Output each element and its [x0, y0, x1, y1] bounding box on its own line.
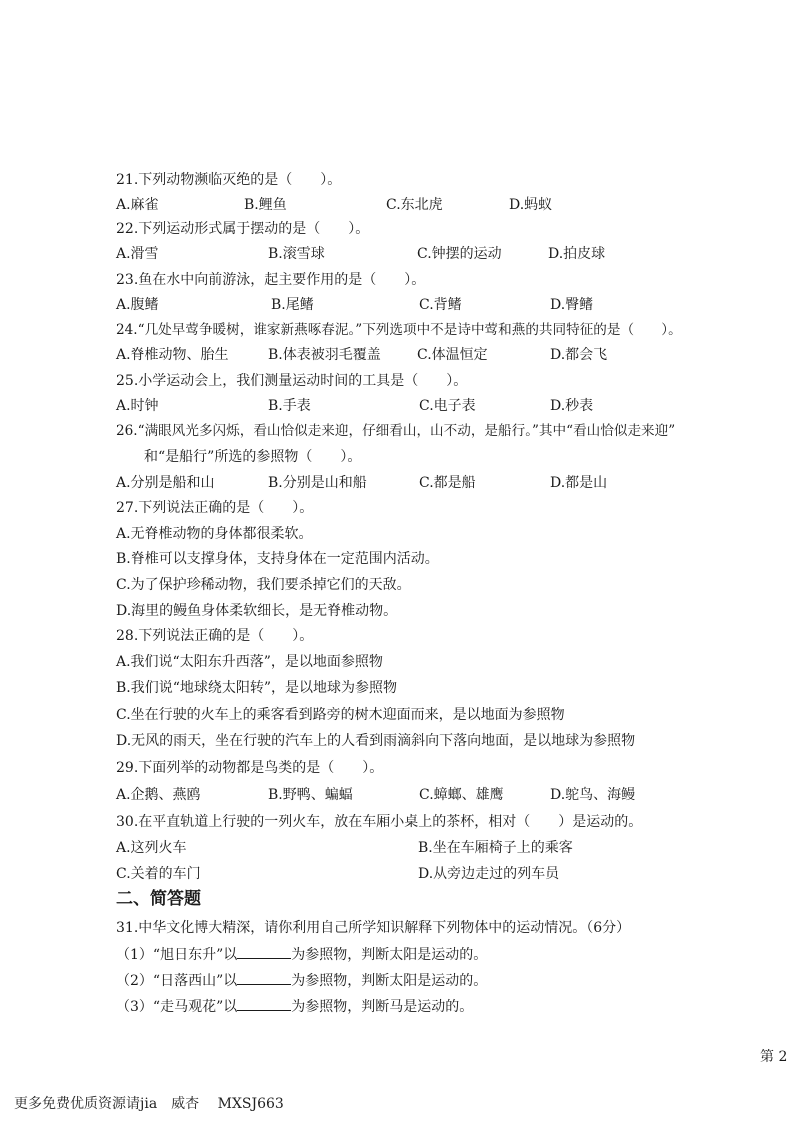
option-b: B.滚雪球 [268, 246, 325, 262]
question-27-option-a: A.无脊椎动物的身体都很柔软。 [116, 526, 313, 542]
question-28-option-d: D.无风的雨天，坐在行驶的汽车上的人看到雨滴斜向下落向地面，是以地球为参照物 [116, 733, 636, 749]
option-b: B.体表被羽毛覆盖 [268, 347, 381, 363]
question-27-option-c: C.为了保护珍稀动物，我们要杀掉它们的天敌。 [116, 577, 411, 593]
option-c: C.蟑螂、雄鹰 [419, 787, 504, 803]
question-25-stem: 25.小学运动会上，我们测量运动时间的工具是（ ）。 [116, 373, 468, 389]
item-prefix: （2）“日落西山”以 [116, 973, 238, 989]
question-27-option-b: B.脊椎可以支撑身体，支持身体在一定范围内活动。 [116, 551, 439, 567]
item-suffix: 为参照物，判断太阳是运动的。 [291, 947, 488, 963]
option-d: D.从旁边走过的列车员 [418, 866, 560, 882]
option-c: C.体温恒定 [417, 347, 488, 363]
item-prefix: （3）“走马观花”以 [116, 999, 238, 1015]
option-d: D.秒表 [550, 398, 594, 414]
option-d: D.都是山 [550, 475, 608, 491]
option-c: C.背鳍 [419, 297, 462, 313]
option-a: A.分别是船和山 [116, 475, 215, 491]
option-c: C.关着的车门 [116, 866, 201, 882]
option-b: B.尾鳍 [271, 297, 314, 313]
option-b: B.手表 [268, 398, 311, 414]
question-21-options [116, 195, 716, 215]
question-31-item-2 [116, 970, 487, 990]
option-a: A.时钟 [116, 398, 159, 414]
option-d: D.臀鳍 [550, 297, 594, 313]
option-c: C.东北虎 [386, 197, 443, 213]
question-27-option-d: D.海里的鳗鱼身体柔软细长，是无脊椎动物。 [116, 603, 398, 619]
question-27-stem: 27.下列说法正确的是（ ）。 [116, 500, 314, 516]
option-b: B.坐在车厢椅子上的乘客 [418, 840, 573, 856]
question-23-options [116, 295, 716, 315]
question-24-stem: 24.“几处早莺争暖树，谁家新燕啄春泥。”下列选项中不是诗中莺和燕的共同特征的是（ ）。 [116, 322, 682, 338]
item-suffix: 为参照物，判断马是运动的。 [291, 999, 474, 1015]
question-31-stem: 31.中华文化博大精深，请你利用自己所学知识解释下列物体中的运动情况。（6分） [116, 920, 631, 936]
question-23-stem: 23.鱼在水中向前游泳，起主要作用的是（ ）。 [116, 272, 426, 288]
option-a: A.脊椎动物、胎生 [116, 347, 229, 363]
question-22-options [116, 244, 716, 264]
question-26-options [116, 473, 716, 493]
question-31-item-1 [116, 944, 487, 964]
option-b: B.野鸭、蝙蝠 [268, 787, 353, 803]
option-a: A.这列火车 [116, 840, 187, 856]
question-28-option-b: B.我们说“地球绕太阳转”，是以地球为参照物 [116, 680, 398, 696]
option-c: C.电子表 [419, 398, 476, 414]
question-29-options [116, 785, 716, 805]
page-number: 第 2 [760, 1049, 788, 1065]
answer-blank[interactable] [237, 970, 291, 985]
question-26-stem: 26.“满眼风光多闪烁，看山恰似走来迎，仔细看山，山不动，是船行。”其中“看山恰似走来迎” [116, 423, 676, 439]
option-d: D.鸵鸟、海鳗 [550, 787, 636, 803]
question-24-options [116, 345, 716, 365]
question-31-item-3 [116, 996, 473, 1016]
option-a: A.麻雀 [116, 197, 159, 213]
question-22-stem: 22.下列运动形式属于摆动的是（ ）。 [116, 221, 370, 237]
question-28-stem: 28.下列说法正确的是（ ）。 [116, 628, 314, 644]
option-b: B.鲤鱼 [244, 197, 287, 213]
option-b: B.分别是山和船 [268, 475, 367, 491]
question-30-options-row1 [116, 838, 716, 858]
question-29-stem: 29.下面列举的动物都是鸟类的是（ ）。 [116, 760, 384, 776]
footer-text: 更多免费优质资源请jia 威杏 MXSJ663 [14, 1096, 284, 1112]
option-a: A.腹鳍 [116, 297, 159, 313]
question-28-option-a: A.我们说“太阳东升西落”，是以地面参照物 [116, 654, 383, 670]
option-d: D.都会飞 [550, 347, 608, 363]
option-a: A.滑雪 [116, 246, 159, 262]
question-21-stem: 21.下列动物濒临灭绝的是（ ）。 [116, 172, 342, 188]
option-d: D.拍皮球 [548, 246, 606, 262]
answer-blank[interactable] [237, 996, 291, 1011]
option-c: C.都是船 [419, 475, 476, 491]
question-28-option-c: C.坐在行驶的火车上的乘客看到路旁的树木迎面而来，是以地面为参照物 [116, 707, 565, 723]
option-a: A.企鹅、燕鸥 [116, 787, 201, 803]
question-26-stem-continued: 和“是船行”所选的参照物（ ）。 [144, 449, 362, 465]
question-25-options [116, 396, 716, 416]
question-30-options-row2 [116, 864, 716, 884]
item-prefix: （1）“旭日东升”以 [116, 947, 238, 963]
item-suffix: 为参照物，判断太阳是运动的。 [291, 973, 488, 989]
section-title: 二、简答题 [116, 889, 201, 909]
option-c: C.钟摆的运动 [417, 246, 502, 262]
answer-blank[interactable] [237, 944, 291, 959]
question-30-stem: 30.在平直轨道上行驶的一列火车，放在车厢小桌上的茶杯，相对（ ）是运动的。 [116, 814, 643, 830]
option-d: D.蚂蚁 [509, 197, 553, 213]
